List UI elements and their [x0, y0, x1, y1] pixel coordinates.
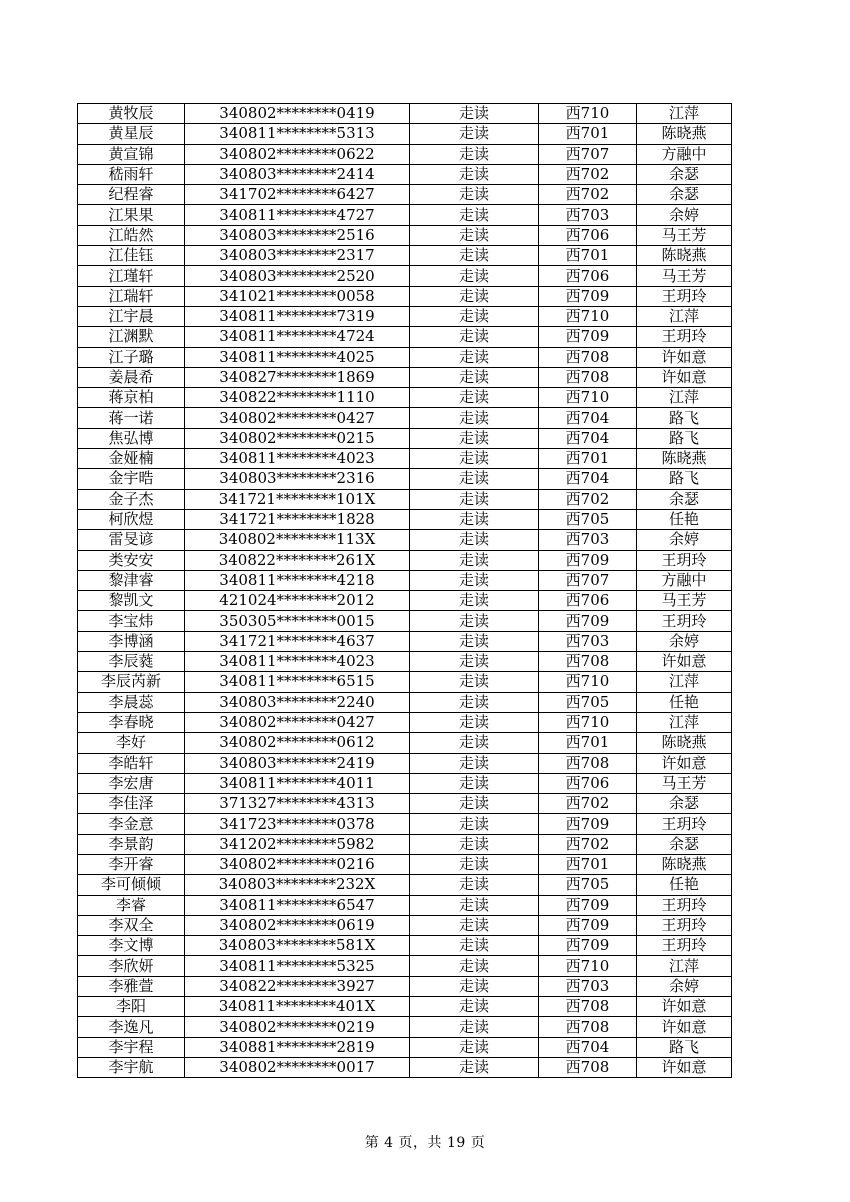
room-cell: 西702: [539, 164, 637, 184]
table-row: [78, 936, 732, 956]
teacher-cell: 余婷: [637, 530, 732, 550]
student-name-cell: 李金意: [78, 814, 185, 834]
room-cell: 西709: [539, 895, 637, 915]
room-cell: 西705: [539, 692, 637, 712]
id-number-cell: 340822********1110: [185, 388, 410, 408]
student-name-cell: 蒋一诺: [78, 408, 185, 428]
teacher-cell: 路飞: [637, 428, 732, 448]
table-row: [78, 428, 732, 448]
boarding-type-cell: 走读: [410, 611, 539, 631]
table-row: [78, 570, 732, 590]
room-cell: 西709: [539, 550, 637, 570]
room-cell: 西709: [539, 814, 637, 834]
teacher-cell: 马王芳: [637, 225, 732, 245]
boarding-type-cell: 走读: [410, 976, 539, 996]
boarding-type-cell: 走读: [410, 266, 539, 286]
id-number-cell: 340802********0017: [185, 1057, 410, 1077]
id-number-cell: 350305********0015: [185, 611, 410, 631]
id-number-cell: 340803********2414: [185, 164, 410, 184]
room-cell: 西704: [539, 428, 637, 448]
teacher-cell: 许如意: [637, 997, 732, 1017]
boarding-type-cell: 走读: [410, 408, 539, 428]
table-row: [78, 469, 732, 489]
student-name-cell: 黄宣锦: [78, 144, 185, 164]
teacher-cell: 余婷: [637, 976, 732, 996]
table-row: [78, 672, 732, 692]
table-row: [78, 205, 732, 225]
student-name-cell: 李春晓: [78, 712, 185, 732]
table-row: [78, 306, 732, 326]
table-row: [78, 530, 732, 550]
student-name-cell: 嵇雨轩: [78, 164, 185, 184]
boarding-type-cell: 走读: [410, 956, 539, 976]
teacher-cell: 马王芳: [637, 773, 732, 793]
table-row: [78, 753, 732, 773]
id-number-cell: 341702********6427: [185, 185, 410, 205]
boarding-type-cell: 走读: [410, 144, 539, 164]
id-number-cell: 340811********4011: [185, 773, 410, 793]
student-name-cell: 李开睿: [78, 854, 185, 874]
id-number-cell: 341723********0378: [185, 814, 410, 834]
room-cell: 西710: [539, 388, 637, 408]
teacher-cell: 余瑟: [637, 164, 732, 184]
id-number-cell: 340803********2520: [185, 266, 410, 286]
table-row: [78, 144, 732, 164]
table-row: [78, 652, 732, 672]
id-number-cell: 340811********4727: [185, 205, 410, 225]
student-name-cell: 李景韵: [78, 834, 185, 854]
room-cell: 西708: [539, 652, 637, 672]
teacher-cell: 许如意: [637, 1017, 732, 1037]
table-row: [78, 367, 732, 387]
page-footer: 第 4 页，共 19 页: [364, 1135, 486, 1151]
boarding-type-cell: 走读: [410, 347, 539, 367]
teacher-cell: 任艳: [637, 875, 732, 895]
room-cell: 西710: [539, 306, 637, 326]
room-cell: 西710: [539, 104, 637, 124]
room-cell: 西710: [539, 956, 637, 976]
id-number-cell: 341021********0058: [185, 286, 410, 306]
boarding-type-cell: 走读: [410, 712, 539, 732]
room-cell: 西702: [539, 489, 637, 509]
room-cell: 西704: [539, 408, 637, 428]
boarding-type-cell: 走读: [410, 530, 539, 550]
table-row: [78, 875, 732, 895]
id-number-cell: 340811********4025: [185, 347, 410, 367]
student-name-cell: 金娅楠: [78, 449, 185, 469]
table-row: [78, 550, 732, 570]
teacher-cell: 江萍: [637, 104, 732, 124]
student-name-cell: 李宇程: [78, 1037, 185, 1057]
boarding-type-cell: 走读: [410, 225, 539, 245]
room-cell: 西702: [539, 185, 637, 205]
boarding-type-cell: 走读: [410, 997, 539, 1017]
student-name-cell: 李阳: [78, 997, 185, 1017]
room-cell: 西708: [539, 997, 637, 1017]
boarding-type-cell: 走读: [410, 306, 539, 326]
room-cell: 西703: [539, 530, 637, 550]
boarding-type-cell: 走读: [410, 875, 539, 895]
student-name-cell: 类安安: [78, 550, 185, 570]
room-cell: 西709: [539, 915, 637, 935]
boarding-type-cell: 走读: [410, 489, 539, 509]
id-number-cell: 340802********0215: [185, 428, 410, 448]
id-number-cell: 340811********7319: [185, 306, 410, 326]
table-row: [78, 773, 732, 793]
room-cell: 西706: [539, 266, 637, 286]
table-row: [78, 976, 732, 996]
table-row: [78, 246, 732, 266]
roster-body: [78, 104, 732, 1078]
table-row: [78, 449, 732, 469]
student-name-cell: 李辰蕤: [78, 652, 185, 672]
boarding-type-cell: 走读: [410, 733, 539, 753]
id-number-cell: 340811********5325: [185, 956, 410, 976]
room-cell: 西707: [539, 570, 637, 590]
table-row: [78, 834, 732, 854]
table-row: [78, 388, 732, 408]
teacher-cell: 王玥玲: [637, 936, 732, 956]
room-cell: 西701: [539, 449, 637, 469]
table-row: [78, 631, 732, 651]
student-name-cell: 江渊默: [78, 327, 185, 347]
table-row: [78, 1057, 732, 1077]
teacher-cell: 路飞: [637, 408, 732, 428]
teacher-cell: 方融中: [637, 570, 732, 590]
student-name-cell: 江佳钰: [78, 246, 185, 266]
table-row: [78, 997, 732, 1017]
teacher-cell: 余婷: [637, 205, 732, 225]
boarding-type-cell: 走读: [410, 164, 539, 184]
teacher-cell: 陈晓燕: [637, 733, 732, 753]
teacher-cell: 余婷: [637, 631, 732, 651]
boarding-type-cell: 走读: [410, 449, 539, 469]
student-name-cell: 李可倾倾: [78, 875, 185, 895]
table-row: [78, 956, 732, 976]
boarding-type-cell: 走读: [410, 428, 539, 448]
teacher-cell: 许如意: [637, 1057, 732, 1077]
student-name-cell: 李宏唐: [78, 773, 185, 793]
id-number-cell: 340802********113X: [185, 530, 410, 550]
room-cell: 西709: [539, 286, 637, 306]
room-cell: 西708: [539, 347, 637, 367]
student-name-cell: 黄牧辰: [78, 104, 185, 124]
teacher-cell: 陈晓燕: [637, 124, 732, 144]
id-number-cell: 340802********0622: [185, 144, 410, 164]
table-row: [78, 712, 732, 732]
table-row: [78, 611, 732, 631]
teacher-cell: 余瑟: [637, 794, 732, 814]
table-row: [78, 794, 732, 814]
boarding-type-cell: 走读: [410, 672, 539, 692]
id-number-cell: 340822********261X: [185, 550, 410, 570]
room-cell: 西706: [539, 773, 637, 793]
boarding-type-cell: 走读: [410, 631, 539, 651]
student-name-cell: 雷旻谚: [78, 530, 185, 550]
student-name-cell: 李皓轩: [78, 753, 185, 773]
id-number-cell: 340802********0619: [185, 915, 410, 935]
table-row: [78, 104, 732, 124]
teacher-cell: 许如意: [637, 367, 732, 387]
student-name-cell: 李宝炜: [78, 611, 185, 631]
boarding-type-cell: 走读: [410, 692, 539, 712]
id-number-cell: 340827********1869: [185, 367, 410, 387]
boarding-type-cell: 走读: [410, 1057, 539, 1077]
student-name-cell: 江果果: [78, 205, 185, 225]
student-name-cell: 江皓然: [78, 225, 185, 245]
table-row: [78, 225, 732, 245]
student-name-cell: 李双全: [78, 915, 185, 935]
boarding-type-cell: 走读: [410, 936, 539, 956]
room-cell: 西704: [539, 1037, 637, 1057]
boarding-type-cell: 走读: [410, 753, 539, 773]
boarding-type-cell: 走读: [410, 509, 539, 529]
room-cell: 西708: [539, 1057, 637, 1077]
student-name-cell: 李晨蕊: [78, 692, 185, 712]
room-cell: 西705: [539, 509, 637, 529]
id-number-cell: 371327********4313: [185, 794, 410, 814]
teacher-cell: 陈晓燕: [637, 854, 732, 874]
table-row: [78, 266, 732, 286]
boarding-type-cell: 走读: [410, 124, 539, 144]
boarding-type-cell: 走读: [410, 469, 539, 489]
student-name-cell: 江子璐: [78, 347, 185, 367]
student-name-cell: 江瑞轩: [78, 286, 185, 306]
table-row: [78, 692, 732, 712]
table-row: [78, 854, 732, 874]
teacher-cell: 路飞: [637, 469, 732, 489]
id-number-cell: 340811********4724: [185, 327, 410, 347]
boarding-type-cell: 走读: [410, 570, 539, 590]
table-row: [78, 185, 732, 205]
student-name-cell: 金宇晧: [78, 469, 185, 489]
boarding-type-cell: 走读: [410, 591, 539, 611]
boarding-type-cell: 走读: [410, 854, 539, 874]
table-row: [78, 164, 732, 184]
table-row: [78, 1017, 732, 1037]
table-row: [78, 895, 732, 915]
student-name-cell: 姜晨希: [78, 367, 185, 387]
student-name-cell: 柯欣煜: [78, 509, 185, 529]
teacher-cell: 江萍: [637, 388, 732, 408]
teacher-cell: 许如意: [637, 347, 732, 367]
student-name-cell: 江宇晨: [78, 306, 185, 326]
teacher-cell: 路飞: [637, 1037, 732, 1057]
id-number-cell: 340811********4218: [185, 570, 410, 590]
room-cell: 西701: [539, 733, 637, 753]
boarding-type-cell: 走读: [410, 388, 539, 408]
boarding-type-cell: 走读: [410, 327, 539, 347]
teacher-cell: 王玥玲: [637, 611, 732, 631]
room-cell: 西706: [539, 591, 637, 611]
student-name-cell: 李辰芮新: [78, 672, 185, 692]
teacher-cell: 江萍: [637, 672, 732, 692]
room-cell: 西701: [539, 854, 637, 874]
teacher-cell: 陈晓燕: [637, 246, 732, 266]
teacher-cell: 马王芳: [637, 266, 732, 286]
room-cell: 西710: [539, 712, 637, 732]
boarding-type-cell: 走读: [410, 550, 539, 570]
id-number-cell: 340802********0427: [185, 712, 410, 732]
id-number-cell: 340881********2819: [185, 1037, 410, 1057]
teacher-cell: 马王芳: [637, 591, 732, 611]
table-row: [78, 591, 732, 611]
teacher-cell: 王玥玲: [637, 814, 732, 834]
teacher-cell: 余瑟: [637, 185, 732, 205]
id-number-cell: 340811********6547: [185, 895, 410, 915]
id-number-cell: 340803********2317: [185, 246, 410, 266]
id-number-cell: 340811********4023: [185, 449, 410, 469]
teacher-cell: 王玥玲: [637, 550, 732, 570]
id-number-cell: 340811********5313: [185, 124, 410, 144]
teacher-cell: 任艳: [637, 509, 732, 529]
room-cell: 西708: [539, 1017, 637, 1037]
boarding-type-cell: 走读: [410, 915, 539, 935]
table-row: [78, 408, 732, 428]
student-name-cell: 李逸凡: [78, 1017, 185, 1037]
id-number-cell: 340811********4023: [185, 652, 410, 672]
student-name-cell: 李宇航: [78, 1057, 185, 1077]
table-row: [78, 1037, 732, 1057]
table-row: [78, 124, 732, 144]
id-number-cell: 340802********0219: [185, 1017, 410, 1037]
boarding-type-cell: 走读: [410, 185, 539, 205]
room-cell: 西706: [539, 225, 637, 245]
id-number-cell: 340803********2419: [185, 753, 410, 773]
boarding-type-cell: 走读: [410, 367, 539, 387]
boarding-type-cell: 走读: [410, 286, 539, 306]
id-number-cell: 340803********232X: [185, 875, 410, 895]
boarding-type-cell: 走读: [410, 895, 539, 915]
table-row: [78, 814, 732, 834]
id-number-cell: 340811********6515: [185, 672, 410, 692]
room-cell: 西701: [539, 246, 637, 266]
student-name-cell: 李博涵: [78, 631, 185, 651]
student-name-cell: 李睿: [78, 895, 185, 915]
student-name-cell: 李好: [78, 733, 185, 753]
room-cell: 西702: [539, 794, 637, 814]
boarding-type-cell: 走读: [410, 246, 539, 266]
id-number-cell: 340802********0427: [185, 408, 410, 428]
id-number-cell: 340811********401X: [185, 997, 410, 1017]
student-name-cell: 黄星辰: [78, 124, 185, 144]
student-roster-table: [77, 103, 732, 1078]
table-row: [78, 509, 732, 529]
student-name-cell: 纪程睿: [78, 185, 185, 205]
id-number-cell: 341721********1828: [185, 509, 410, 529]
student-name-cell: 李佳泽: [78, 794, 185, 814]
room-cell: 西709: [539, 611, 637, 631]
boarding-type-cell: 走读: [410, 652, 539, 672]
boarding-type-cell: 走读: [410, 1037, 539, 1057]
id-number-cell: 340803********2316: [185, 469, 410, 489]
student-name-cell: 金子杰: [78, 489, 185, 509]
boarding-type-cell: 走读: [410, 814, 539, 834]
room-cell: 西705: [539, 875, 637, 895]
student-name-cell: 蒋京柏: [78, 388, 185, 408]
room-cell: 西707: [539, 144, 637, 164]
id-number-cell: 340803********2240: [185, 692, 410, 712]
room-cell: 西703: [539, 205, 637, 225]
teacher-cell: 王玥玲: [637, 915, 732, 935]
table-row: [78, 286, 732, 306]
teacher-cell: 任艳: [637, 692, 732, 712]
table-row: [78, 733, 732, 753]
student-name-cell: 李文博: [78, 936, 185, 956]
table-row: [78, 915, 732, 935]
boarding-type-cell: 走读: [410, 104, 539, 124]
teacher-cell: 方融中: [637, 144, 732, 164]
boarding-type-cell: 走读: [410, 794, 539, 814]
id-number-cell: 341721********4637: [185, 631, 410, 651]
student-name-cell: 黎津睿: [78, 570, 185, 590]
student-name-cell: 黎凯文: [78, 591, 185, 611]
id-number-cell: 340803********2516: [185, 225, 410, 245]
teacher-cell: 江萍: [637, 306, 732, 326]
teacher-cell: 王玥玲: [637, 327, 732, 347]
boarding-type-cell: 走读: [410, 834, 539, 854]
boarding-type-cell: 走读: [410, 1017, 539, 1037]
teacher-cell: 王玥玲: [637, 895, 732, 915]
room-cell: 西702: [539, 834, 637, 854]
room-cell: 西703: [539, 631, 637, 651]
boarding-type-cell: 走读: [410, 773, 539, 793]
teacher-cell: 江萍: [637, 956, 732, 976]
table-row: [78, 489, 732, 509]
room-cell: 西704: [539, 469, 637, 489]
student-name-cell: 焦弘博: [78, 428, 185, 448]
teacher-cell: 余瑟: [637, 489, 732, 509]
id-number-cell: 341721********101X: [185, 489, 410, 509]
id-number-cell: 340822********3927: [185, 976, 410, 996]
teacher-cell: 许如意: [637, 652, 732, 672]
teacher-cell: 江萍: [637, 712, 732, 732]
student-name-cell: 李雅萱: [78, 976, 185, 996]
boarding-type-cell: 走读: [410, 205, 539, 225]
teacher-cell: 余瑟: [637, 834, 732, 854]
room-cell: 西709: [539, 936, 637, 956]
teacher-cell: 王玥玲: [637, 286, 732, 306]
teacher-cell: 陈晓燕: [637, 449, 732, 469]
id-number-cell: 340802********0216: [185, 854, 410, 874]
teacher-cell: 许如意: [637, 753, 732, 773]
room-cell: 西710: [539, 672, 637, 692]
room-cell: 西708: [539, 367, 637, 387]
student-name-cell: 江瑾轩: [78, 266, 185, 286]
id-number-cell: 341202********5982: [185, 834, 410, 854]
room-cell: 西709: [539, 327, 637, 347]
room-cell: 西701: [539, 124, 637, 144]
id-number-cell: 340802********0612: [185, 733, 410, 753]
table-row: [78, 347, 732, 367]
id-number-cell: 340803********581X: [185, 936, 410, 956]
room-cell: 西708: [539, 753, 637, 773]
room-cell: 西703: [539, 976, 637, 996]
id-number-cell: 340802********0419: [185, 104, 410, 124]
table-row: [78, 327, 732, 347]
student-name-cell: 李欣妍: [78, 956, 185, 976]
id-number-cell: 421024********2012: [185, 591, 410, 611]
